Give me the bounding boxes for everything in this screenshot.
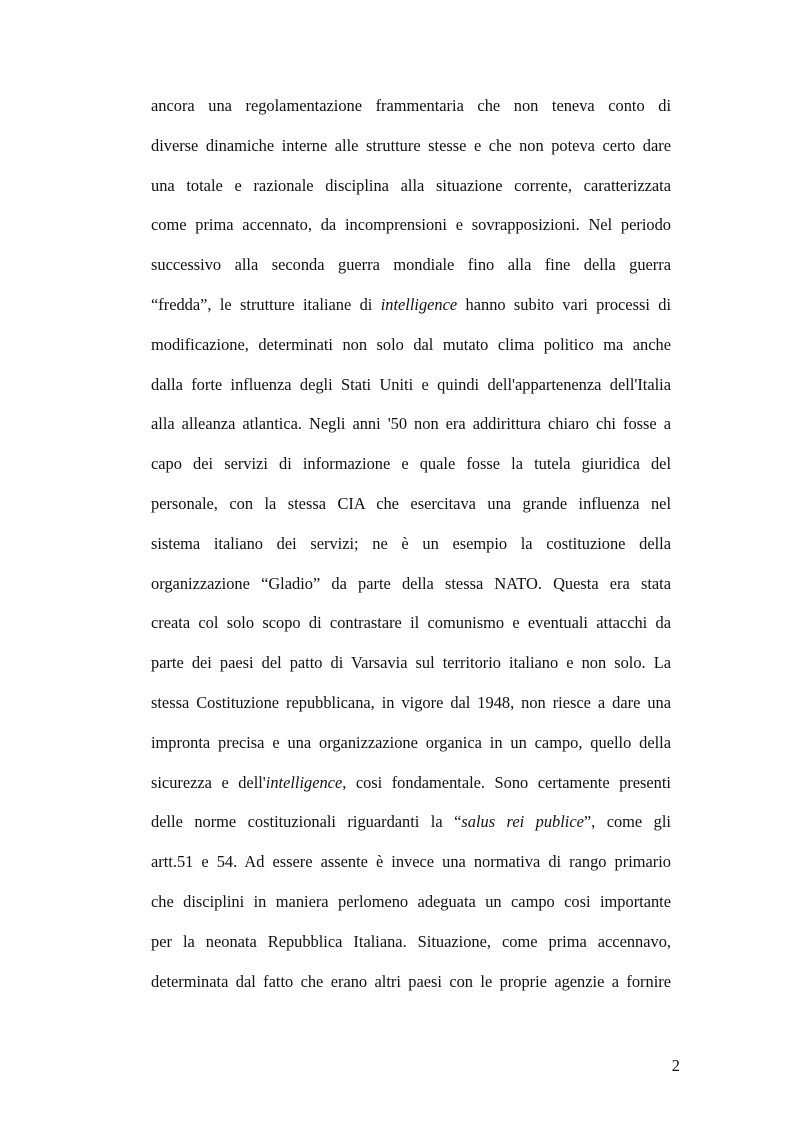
text-line [151, 365, 671, 405]
text-line [151, 444, 671, 484]
text-line [151, 882, 671, 922]
italic-term: intelligence [380, 294, 458, 314]
text-segment: una totale e razionale disciplina alla situazione corrente, caratterizzata [151, 175, 671, 195]
text-segment: delle norme costituzionali riguardanti la “ [151, 812, 462, 832]
text-segment: personale, con la stessa CIA che esercitava una grande influenza nel [151, 493, 671, 513]
text-segment: successivo alla seconda guerra mondiale fino alla fine della guerra [151, 255, 671, 275]
text-line [151, 524, 671, 564]
text-segment: determinata dal fatto che erano altri paesi con le proprie agenzie a fornire [151, 971, 671, 991]
text-line [151, 245, 671, 285]
italic-term: salus rei publice [461, 812, 584, 832]
text-line [151, 842, 671, 882]
text-line [151, 603, 671, 643]
text-segment: sistema italiano dei servizi; ne è un esempio la costituzione della [151, 533, 671, 553]
text-line [151, 723, 671, 763]
text-line [151, 922, 671, 962]
text-line [151, 683, 671, 723]
text-segment: sicurezza e dell' [151, 772, 266, 792]
text-line [151, 86, 671, 126]
text-segment: hanno subito vari processi di [457, 294, 671, 314]
text-line [151, 962, 671, 1002]
text-segment: modificazione, determinati non solo dal mutato clima politico ma anche [151, 334, 671, 354]
text-line [151, 643, 671, 683]
text-segment: ”, come gli [583, 812, 671, 832]
text-line [151, 564, 671, 604]
text-line [151, 763, 671, 803]
text-segment: come prima accennato, da incomprensioni e sovrapposizioni. Nel periodo [151, 215, 671, 235]
text-line [151, 166, 671, 206]
text-line [151, 205, 671, 245]
text-line [151, 285, 671, 325]
text-segment: capo dei servizi di informazione e quale fosse la tutela giuridica del [151, 454, 671, 474]
text-line [151, 802, 671, 842]
text-segment: diverse dinamiche interne alle strutture stesse e che non poteva certo dare [151, 135, 671, 155]
text-line [151, 484, 671, 524]
text-segment: “fredda”, le strutture italiane di [151, 294, 381, 314]
text-segment: per la neonata Repubblica Italiana. Situazione, come prima accennavo, [151, 931, 671, 951]
text-segment: dalla forte influenza degli Stati Uniti e quindi dell'appartenenza dell'Italia [151, 374, 671, 394]
text-segment: parte dei paesi del patto di Varsavia sul territorio italiano e non solo. La [151, 653, 671, 673]
body-text [151, 86, 671, 1001]
text-line [151, 325, 671, 365]
text-segment: ancora una regolamentazione frammentaria che non teneva conto di [151, 96, 671, 115]
text-segment: impronta precisa e una organizzazione organica in un campo, quello della [151, 732, 671, 752]
text-segment: organizzazione “Gladio” da parte della stessa NATO. Questa era stata [151, 573, 671, 593]
page-number: 2 [671, 1056, 680, 1075]
text-segment: artt.51 e 54. Ad essere assente è invece una normativa di rango primario [151, 852, 671, 872]
text-line [151, 404, 671, 444]
text-segment: , cosi fondamentale. Sono certamente presenti [342, 772, 671, 792]
italic-term: intelligence [265, 772, 343, 792]
text-segment: alla alleanza atlantica. Negli anni '50 non era addirittura chiaro chi fosse a [151, 414, 671, 434]
text-segment: creata col solo scopo di contrastare il comunismo e eventuali attacchi da [151, 613, 671, 633]
text-segment: stessa Costituzione repubblicana, in vigore dal 1948, non riesce a dare una [151, 692, 671, 712]
text-segment: che disciplini in maniera perlomeno adeguata un campo cosi importante [151, 891, 671, 911]
text-line [151, 126, 671, 166]
